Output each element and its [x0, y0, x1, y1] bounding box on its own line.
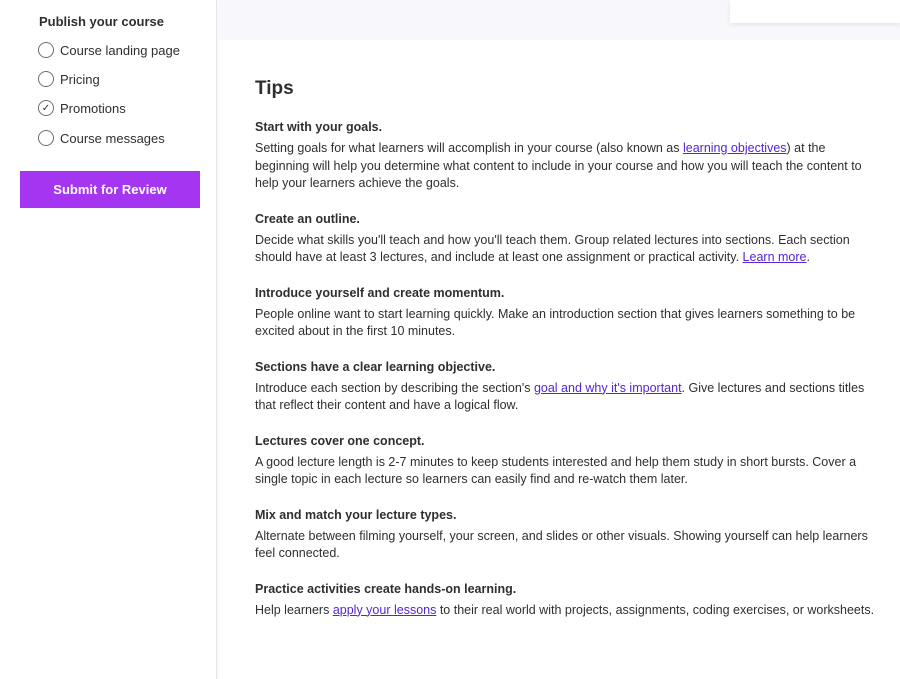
tip-item: [255, 360, 875, 415]
tip-body: [255, 380, 875, 415]
tip-text: Help learners: [255, 602, 333, 617]
tip-text: Alternate between filming yourself, your screen, and slides or other visuals. Showing yourself can help learners feel connected.: [255, 528, 868, 560]
tip-link[interactable]: goal and why it's important: [533, 380, 682, 395]
tip-heading: Introduce yourself and create momentum.: [255, 285, 505, 300]
tip-text: . Give lectures and sections titles that reflect their content and have a logical flow.: [255, 380, 865, 412]
sidebar-item-label: Pricing: [60, 71, 100, 87]
tip-item: [255, 508, 875, 563]
sidebar-title: Publish your course: [39, 14, 164, 29]
tip-heading: Create an outline.: [255, 211, 360, 226]
tip-text: .: [806, 250, 810, 264]
sidebar-item-label: Course landing page: [60, 42, 180, 58]
tip-body: [255, 140, 875, 193]
tip-link[interactable]: learning objectives: [682, 141, 787, 155]
tip-text: Setting goals for what learners will accomplish in your course (also known as: [255, 141, 683, 155]
sidebar-item-promotions[interactable]: [38, 100, 126, 116]
tip-body: [255, 454, 875, 489]
tip-heading: Practice activities create hands-on learning.: [255, 581, 517, 596]
tip-item: [255, 120, 875, 193]
tip-heading: Lectures cover one concept.: [255, 433, 425, 448]
unchecked-circle-icon: [38, 71, 54, 87]
tip-item: [255, 582, 875, 620]
tip-text: Decide what skills you'll teach and how you'll teach them. Group related lectures into sections. Each section should have at least 3 lectures, and include at least one assignment or practical activity.: [255, 232, 850, 264]
tip-text: Introduce each section by describing the section's: [255, 380, 534, 395]
sidebar-item-pricing[interactable]: [38, 71, 100, 87]
tip-text: People online want to start learning quickly. Make an introduction section that gives learners something to be excited about in the first 10 minutes.: [255, 306, 856, 338]
sidebar: [0, 0, 217, 679]
tip-text: ) at the beginning will help you determine what content to include in your course and how you will teach the content to help your learners achieve the goals.: [255, 141, 862, 190]
tip-body: [255, 528, 875, 563]
header-card: [730, 0, 900, 23]
tip-heading: Sections have a clear learning objective.: [255, 359, 496, 374]
tips-section: [255, 78, 875, 638]
tip-body: [255, 232, 875, 267]
tip-body: [255, 602, 875, 620]
tip-body: [255, 306, 875, 341]
check-circle-icon: ✓: [38, 100, 54, 116]
tip-link[interactable]: Learn more: [742, 250, 807, 264]
tip-link[interactable]: apply your lessons: [332, 602, 437, 617]
tip-item: [255, 286, 875, 341]
sidebar-item-label: Course messages: [60, 130, 165, 146]
sidebar-item-course-landing-page[interactable]: [38, 42, 180, 58]
tip-heading: Start with your goals.: [255, 120, 383, 134]
tip-item: [255, 212, 875, 267]
sidebar-item-label: Promotions: [60, 100, 126, 116]
unchecked-circle-icon: [38, 130, 54, 146]
sidebar-item-course-messages[interactable]: [38, 130, 165, 146]
tip-text: A good lecture length is 2-7 minutes to keep students interested and help them study in short bursts. Cover a single topic in each lecture so learners can easily find and re-watch them later.: [255, 454, 857, 486]
page-title: Tips: [255, 78, 294, 99]
tip-text: to their real world with projects, assignments, coding exercises, or worksheets.: [436, 602, 875, 617]
tip-heading: Mix and match your lecture types.: [255, 507, 457, 522]
submit-for-review-button[interactable]: Submit for Review: [20, 171, 200, 208]
tip-item: [255, 434, 875, 489]
unchecked-circle-icon: [38, 42, 54, 58]
